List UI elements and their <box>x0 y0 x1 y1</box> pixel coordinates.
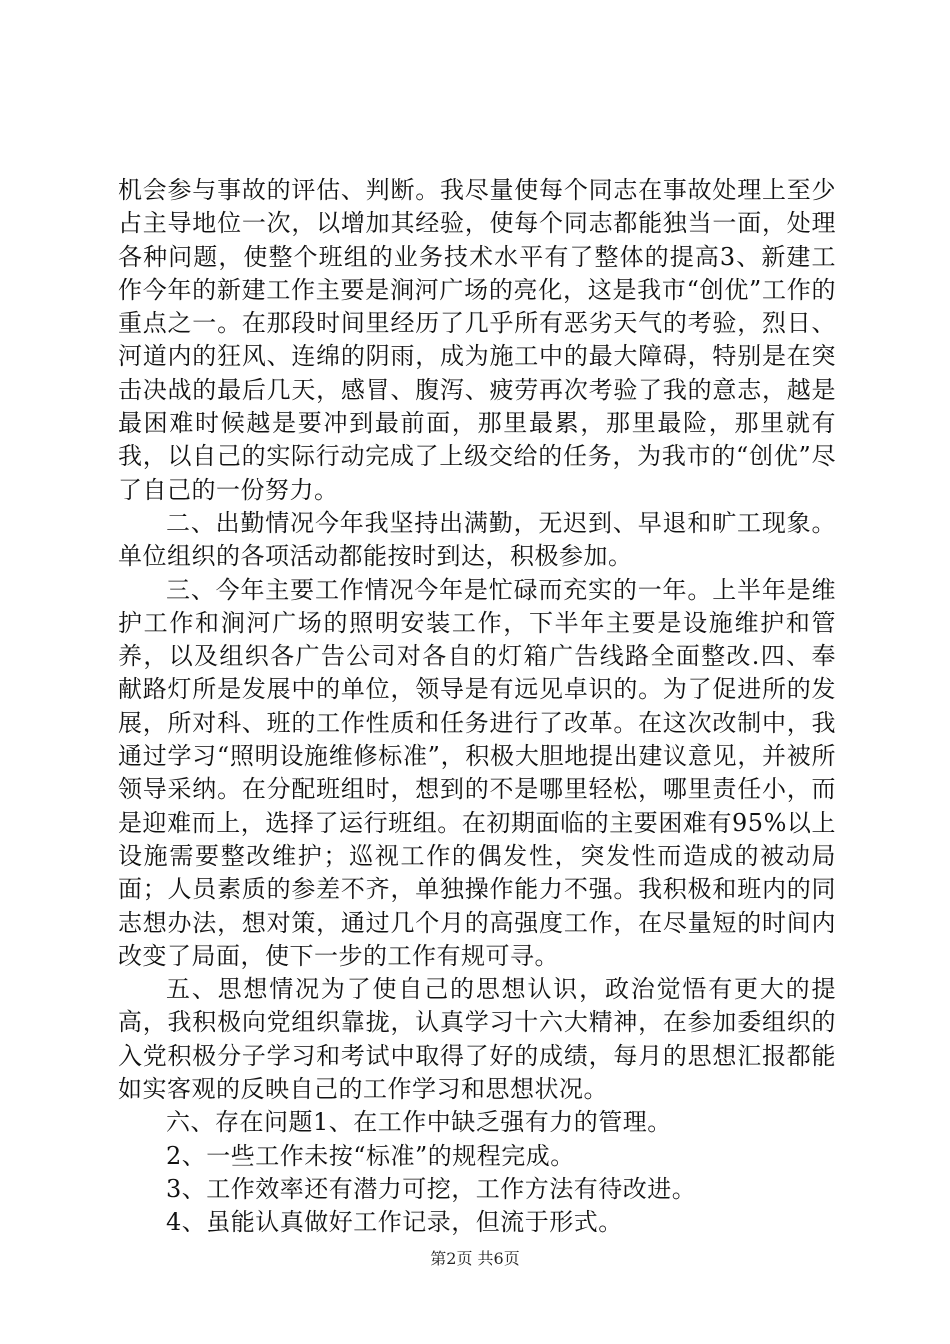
paragraph-main-work: 三、今年主要工作情况今年是忙碌而充实的一年。上半年是维护工作和涧河广场的照明安装工作，下半年主要是设施维护和管养，以及组织各广告公司对各自的灯箱广告线路全面整改.四、奉献路灯所是发展中的单位，领导是有远见卓识的。为了促进所的发展，所对科、班的工作性质和任务进行了改革。在这次改制中，我通过学习“照明设施维修标准”，积极大胆地提出建议意见，并被所领导采纳。在分配班组时，想到的不是哪里轻松，哪里责任小，而是迎难而上，选择了运行班组。在初期面临的主要困难有95%以上设施需要整改维护；巡视工作的偶发性，突发性而造成的被动局面；人员素质的参差不齐，单独操作能力不强。我积极和班内的同志想办法，想对策，通过几个月的高强度工作，在尽量短的时间内改变了局面，使下一步的工作有规可寻。 <box>118 575 836 970</box>
paragraph-thoughts: 五、思想情况为了使自己的思想认识，政治觉悟有更大的提高，我积极向党组织靠拢，认真学习十六大精神，在参加委组织的入党积极分子学习和考试中取得了好的成绩，每月的思想汇报都能如实客观的反映自己的工作学习和思想状况。 <box>118 975 836 1104</box>
paragraph-attendance: 二、出勤情况今年我坚持出满勤，无迟到、早退和旷工现象。单位组织的各项活动都能按时到达，积极参加。 <box>118 508 836 571</box>
paragraph-problem-2: 2、一些工作未按“标准”的规程完成。 <box>166 1141 575 1170</box>
document-body <box>118 174 836 1240</box>
paragraph-problem-1: 六、存在问题1、在工作中缺乏强有力的管理。 <box>166 1108 672 1137</box>
page-number-footer: 第2页 共6页 <box>430 1249 520 1268</box>
paragraph-accident-newbuild: 机会参与事故的评估、判断。我尽量使每个同志在事故处理上至少占主导地位一次，以增加其经验，使每个同志都能独当一面，处理各种问题，使整个班组的业务技术水平有了整体的提高3、新建工作今年的新建工作主要是涧河广场的亮化，这是我市“创优”工作的重点之一。在那段时间里经历了几乎所有恶劣天气的考验，烈日、河道内的狂风、连绵的阴雨，成为施工中的最大障碍，特别是在突击决战的最后几天，感冒、腹泻、疲劳再次考验了我的意志，越是最困难时候越是要冲到最前面，那里最累，那里最险，那里就有我，以自己的实际行动完成了上级交给的任务，为我市的“创优”尽了自己的一份努力。 <box>118 176 836 504</box>
paragraph-problem-3: 3、工作效率还有潜力可挖，工作方法有待改进。 <box>166 1174 697 1203</box>
paragraph-problem-4: 4、虽能认真做好工作记录，但流于形式。 <box>166 1208 623 1237</box>
